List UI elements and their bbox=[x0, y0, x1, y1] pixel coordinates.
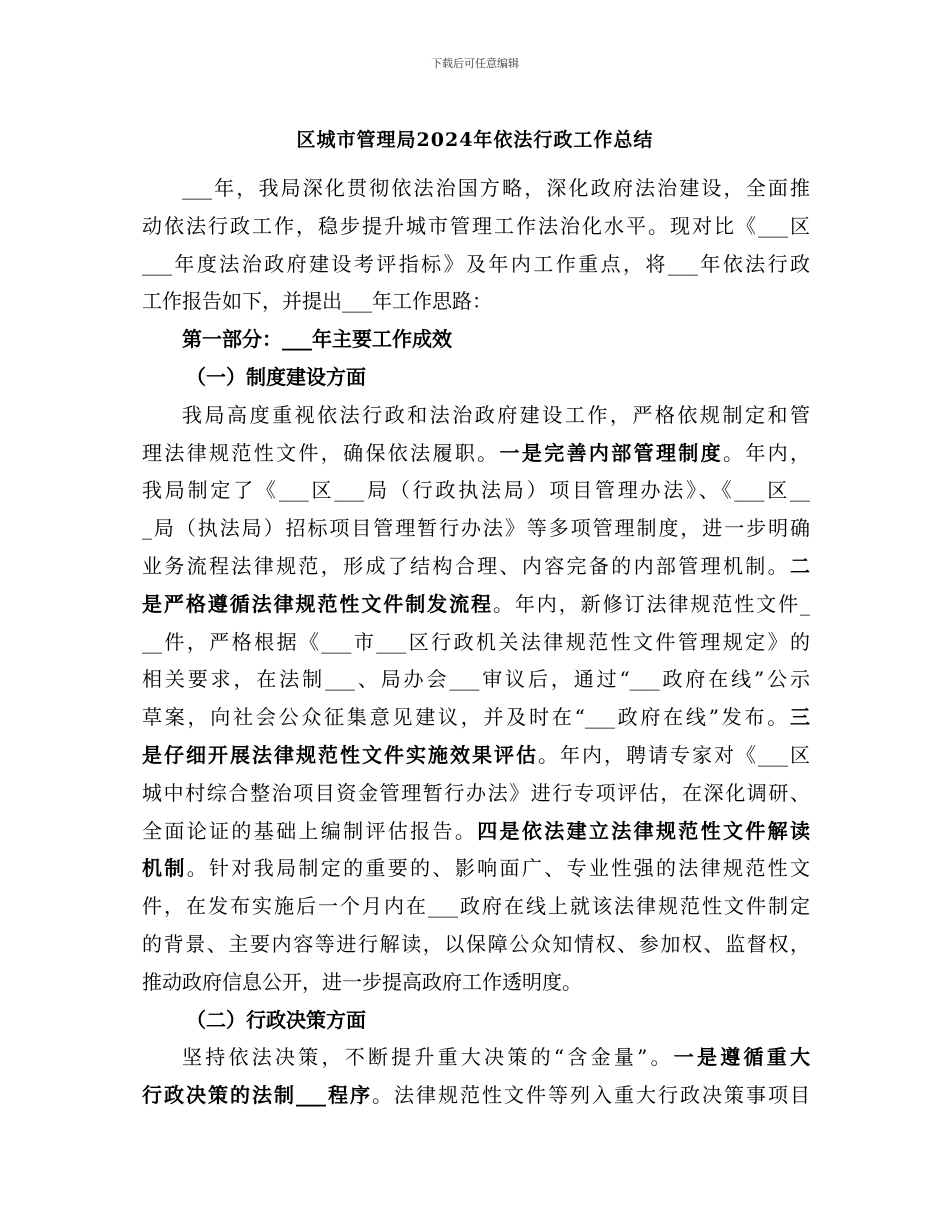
bold-text: 第一部分：___年主要工作成效 bbox=[182, 327, 452, 352]
text-run: 业务流程法律规范，形成了结构合理、内容完备的内部管理机制。 bbox=[142, 553, 790, 578]
text-line bbox=[142, 850, 810, 888]
text-run: 草案，向社会公众征集意见建议，并及时在“___政府在线”发布。 bbox=[142, 705, 790, 730]
text-run: 。年内， bbox=[722, 440, 811, 465]
text-run: 坚持依法决策，不断提升重大决策的“含金量”。 bbox=[182, 1045, 674, 1070]
text-line bbox=[142, 472, 810, 510]
bold-text: 一是遵循重大 bbox=[673, 1045, 811, 1070]
text-run: 推动政府信息公开，进一步提高政府工作透明度。 bbox=[142, 969, 582, 994]
text-run: _局（执法局）招标项目管理暂行办法》等多项管理制度，进一步明确 bbox=[142, 516, 810, 541]
text-run: 我局制定了《___区___局（行政执法局）项目管理办法》、《___区__ bbox=[142, 478, 810, 503]
document-title: 区城市管理局2024年依法行政工作总结 bbox=[296, 129, 654, 151]
text-run: 。年内，新修订法律规范性文件_ bbox=[492, 591, 811, 616]
bold-text: （二）行政决策方面 bbox=[186, 1007, 366, 1032]
text-line bbox=[142, 435, 810, 473]
text-run: 理法律规范性文件，确保依法履职。 bbox=[142, 440, 500, 465]
section-heading bbox=[142, 1002, 810, 1040]
text-run: __件，严格根据《___市___区行政机关法律规范性文件管理规定》的 bbox=[142, 629, 810, 654]
section-heading bbox=[142, 321, 810, 359]
text-line bbox=[142, 699, 810, 737]
text-run: 我局高度重视依法行政和法治政府建设工作，严格依规制定和管 bbox=[182, 402, 810, 427]
text-line bbox=[142, 510, 810, 548]
bold-text: 是严格遵循法律规范性文件制发流程 bbox=[142, 591, 493, 616]
section-heading bbox=[142, 359, 810, 397]
text-line bbox=[142, 1039, 810, 1077]
text-run: 件，在发布实施后一个月内在___政府在线上就该法律规范性文件制定 bbox=[142, 894, 810, 919]
text-line bbox=[142, 624, 810, 662]
bold-text: 三 bbox=[790, 705, 810, 730]
text-run: 城中村综合整治项目资金管理暂行办法》进行专项评估，在深化调研、 bbox=[142, 780, 810, 805]
text-line bbox=[142, 246, 810, 284]
text-run: 动依法行政工作，稳步提升城市管理工作法治化水平。现对比《___区 bbox=[142, 213, 810, 238]
text-line bbox=[142, 737, 810, 775]
text-line bbox=[142, 397, 810, 435]
text-line bbox=[142, 548, 810, 586]
text-line bbox=[142, 813, 810, 851]
header-note: 下载后可任意编辑 bbox=[431, 57, 519, 70]
text-line bbox=[142, 586, 810, 624]
text-run: 的背景、主要内容等进行解读，以保障公众知情权、参加权、监督权， bbox=[142, 931, 810, 956]
text-line bbox=[142, 661, 810, 699]
bold-text: 一是完善内部管理制度 bbox=[499, 440, 723, 465]
text-line bbox=[142, 964, 810, 1002]
text-line bbox=[142, 775, 810, 813]
text-run: 工作报告如下，并提出___年工作思路： bbox=[142, 289, 492, 314]
text-line bbox=[142, 283, 810, 321]
bold-text: 机制 bbox=[142, 856, 187, 881]
bold-text: 四是依法建立法律规范性文件解读 bbox=[477, 818, 811, 843]
text-run: 。针对我局制定的重要的、影响面广、专业性强的法律规范性文 bbox=[186, 856, 811, 881]
text-line bbox=[142, 926, 810, 964]
text-run: 相关要求，在法制___、局办会___审议后，通过“___政府在线”公示 bbox=[142, 667, 810, 692]
text-run: 。年内，聘请专家对《___区 bbox=[538, 742, 810, 767]
text-run: ___年度法治政府建设考评指标》及年内工作重点，将___年依法行政 bbox=[142, 251, 810, 276]
text-run: 。法律规范性文件等列入重大行政决策事项目 bbox=[372, 1083, 810, 1108]
text-run: 全面论证的基础上编制评估报告。 bbox=[142, 818, 478, 843]
bold-text: （一）制度建设方面 bbox=[186, 364, 366, 389]
text-line bbox=[142, 170, 810, 208]
text-line bbox=[142, 888, 810, 926]
bold-text: 行政决策的法制___程序 bbox=[142, 1083, 372, 1108]
text-run: ___年，我局深化贯彻依法治国方略，深化政府法治建设，全面推 bbox=[182, 176, 810, 200]
text-line bbox=[142, 1077, 810, 1115]
bold-text: 是仔细开展法律规范性文件实施效果评估 bbox=[142, 742, 538, 767]
text-line bbox=[142, 208, 810, 246]
document-body bbox=[142, 170, 810, 1115]
bold-text: 二 bbox=[790, 553, 810, 578]
